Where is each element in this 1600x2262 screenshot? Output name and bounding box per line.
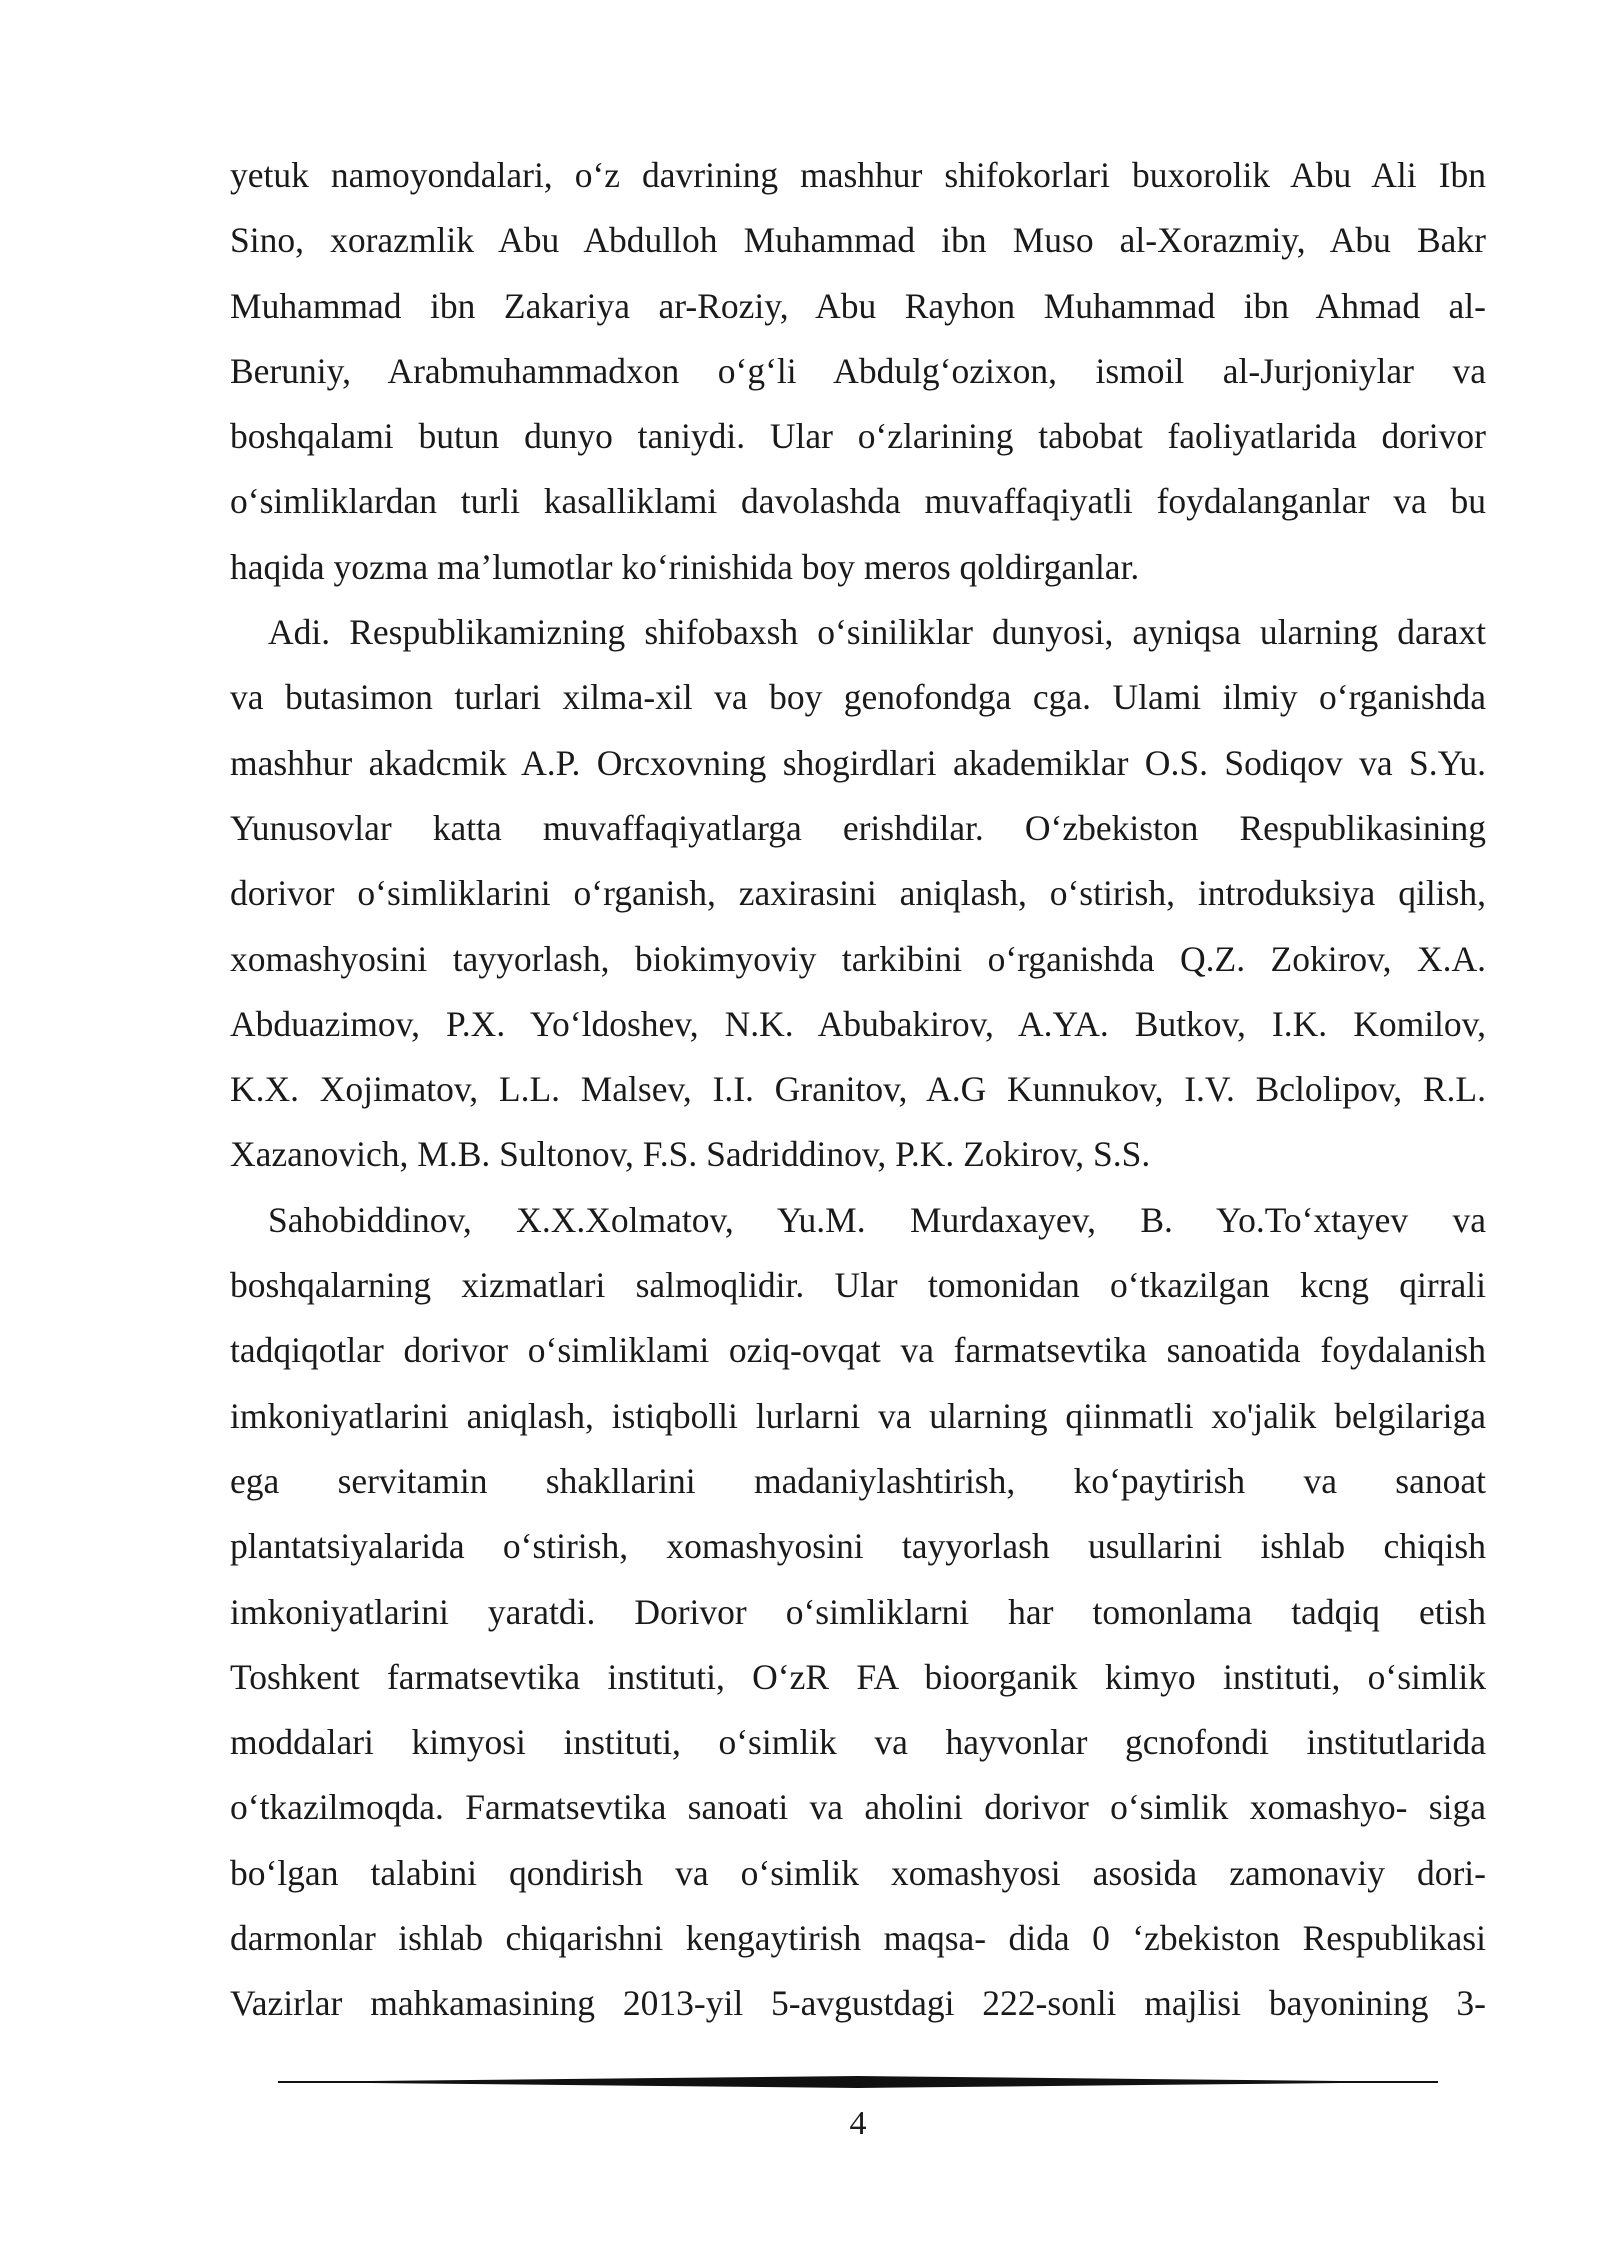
text-line: Muhammad ibn Zakariya ar-Roziy, Abu Rayhon Muhammad ibn Ahmad al- bbox=[230, 285, 1486, 326]
body-text bbox=[230, 143, 1486, 2037]
text-line: plantatsiyalarida o‘stirish, xomashyosini tayyorlash usullarini ishlab chiqish bbox=[230, 1526, 1486, 1567]
text-line: Yunusovlar katta muvaffaqiyatlarga erishdilar. O‘zbekiston Respublikasining bbox=[230, 807, 1486, 848]
text-line: Adi. Respublikamizning shifobaxsh o‘siniliklar dunyosi, ayniqsa ularning daraxt bbox=[268, 612, 1486, 653]
text-line: va butasimon turlari xilma-xil va boy genofondga cga. Ulami ilmiy o‘rganishda bbox=[230, 677, 1486, 718]
text-line: Beruniy, Arabmuhammadxon o‘g‘li Abdulg‘ozixon, ismoil al-Jurjoniylar va bbox=[230, 350, 1486, 391]
text-line: boshqalarning xizmatlari salmoqlidir. Ular tomonidan o‘tkazilgan kcng qirrali bbox=[230, 1265, 1486, 1306]
text-line: Sahobiddinov, X.X.Xolmatov, Yu.M. Murdaxayev, B. Yo.To‘xtayev va bbox=[268, 1199, 1486, 1240]
text-line: o‘tkazilmoqda. Farmatsevtika sanoati va aholini dorivor o‘simlik xomashyo- siga bbox=[230, 1787, 1486, 1828]
text-line: moddalari kimyosi instituti, o‘simlik va hayvonlar gcnofondi institutlarida bbox=[230, 1722, 1486, 1763]
text-line: imkoniyatlarini yaratdi. Dorivor o‘simliklarni har tomonlama tadqiq etish bbox=[230, 1591, 1486, 1632]
text-line: Toshkent farmatsevtika instituti, O‘zR FA bioorganik kimyo instituti, o‘simlik bbox=[230, 1656, 1486, 1697]
text-line: ega servitamin shakllarini madaniylashtirish, ko‘paytirish va sanoat bbox=[230, 1460, 1486, 1501]
page-number: 4 bbox=[849, 2105, 867, 2142]
text-line: Xazanovich, M.B. Sultonov, F.S. Sadriddinov, P.K. Zokirov, S.S. bbox=[230, 1134, 1151, 1175]
text-line: mashhur akadcmik A.P. Orcxovning shogirdlari akademiklar O.S. Sodiqov va S.Yu. bbox=[230, 742, 1486, 783]
text-line: darmonlar ishlab chiqarishni kengaytirish maqsa- dida 0 ‘zbekiston Respublikasi bbox=[230, 1918, 1486, 1959]
text-line: Vazirlar mahkamasining 2013-yil 5-avgustdagi 222-sonli majlisi bayonining 3- bbox=[230, 1983, 1486, 2024]
text-line: Sino, xorazmlik Abu Abdulloh Muhammad ibn Muso al-Xorazmiy, Abu Bakr bbox=[230, 220, 1486, 261]
text-line: boshqalami butun dunyo taniydi. Ular o‘zlarining tabobat faoliyatlarida dorivor bbox=[230, 416, 1486, 457]
text-line: dorivor o‘simliklarini o‘rganish, zaxirasini aniqlash, o‘stirish, introduksiya qilish, bbox=[230, 873, 1486, 914]
text-line: bo‘lgan talabini qondirish va o‘simlik xomashyosi asosida zamonaviy dori- bbox=[230, 1852, 1486, 1893]
text-line: imkoniyatlarini aniqlash, istiqbolli lurlarni va ularning qiinmatli xo'jalik belgilariga bbox=[230, 1395, 1486, 1436]
text-line: yetuk namoyondalari, o‘z davrining mashhur shifokorlari buxorolik Abu Ali Ibn bbox=[230, 155, 1486, 195]
text-line: o‘simliklardan turli kasalliklami davolashda muvaffaqiyatli foydalanganlar va bu bbox=[230, 481, 1486, 522]
footer-divider bbox=[278, 2075, 1438, 2089]
text-line: haqida yozma ma’lumotlar ko‘rinishida boy meros qoldirganlar. bbox=[230, 546, 1140, 587]
text-line: tadqiqotlar dorivor o‘simliklami oziq-ovqat va farmatsevtika sanoatida foydalanish bbox=[230, 1330, 1486, 1371]
text-line: Abduazimov, P.X. Yo‘ldoshev, N.K. Abubakirov, A.YA. Butkov, I.K. Komilov, bbox=[230, 1003, 1486, 1044]
text-line: xomashyosini tayyorlash, biokimyoviy tarkibini o‘rganishda Q.Z. Zokirov, X.A. bbox=[230, 938, 1486, 979]
text-line: K.X. Xojimatov, L.L. Malsev, I.I. Granitov, A.G Kunnukov, I.V. Bclolipov, R.L. bbox=[230, 1069, 1486, 1110]
